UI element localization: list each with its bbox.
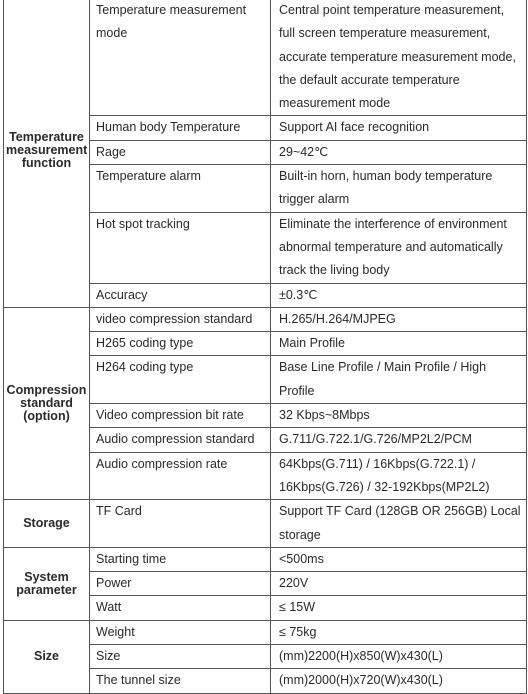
item-cell: The tunnel size <box>90 669 271 693</box>
item-cell: Size <box>90 645 271 669</box>
item-cell: TF Card <box>90 500 271 548</box>
item-cell: Video compression bit rate <box>90 404 271 428</box>
value-cell: Base Line Profile / Main Profile / High Profile <box>271 356 527 404</box>
value-cell: Main Profile <box>271 332 527 356</box>
value-cell: Central point temperature measurement, full screen temperature measurement, accurate temperature measurement mode, the default accurate temperature measurement mode <box>271 0 527 116</box>
value-cell: (mm)2200(H)x850(W)x430(L) <box>271 645 527 669</box>
item-cell: Accuracy <box>90 283 271 307</box>
value-cell: <500ms <box>271 547 527 571</box>
value-cell: Built-in horn, human body temperature trigger alarm <box>271 165 527 213</box>
item-cell: Temperature measurement mode <box>90 0 271 116</box>
category-cell: Compression standard (option) <box>4 307 90 499</box>
category-cell: Size <box>4 620 90 693</box>
table-row <box>4 307 527 331</box>
value-cell: 64Kbps(G.711) / 16Kbps(G.722.1) / 16Kbps(G.726) / 32-192Kbps(MP2L2) <box>271 452 527 500</box>
value-cell: H.265/H.264/MJPEG <box>271 307 527 331</box>
item-cell: Starting time <box>90 547 271 571</box>
category-cell: Storage <box>4 500 90 548</box>
value-cell: Eliminate the interference of environment abnormal temperature and automatically track the living body <box>271 212 527 283</box>
item-cell: Hot spot tracking <box>90 212 271 283</box>
item-cell: Watt <box>90 596 271 620</box>
value-cell: 29~42℃ <box>271 140 527 164</box>
item-cell: Temperature alarm <box>90 165 271 213</box>
value-cell: (mm)2000(H)x720(W)x430(L) <box>271 669 527 693</box>
value-cell: Support TF Card (128GB OR 256GB) Local storage <box>271 500 527 548</box>
item-cell: video compression standard <box>90 307 271 331</box>
table-row <box>4 620 527 644</box>
item-cell: Human body Temperature <box>90 116 271 140</box>
item-cell: Audio compression rate <box>90 452 271 500</box>
value-cell: G.711/G.722.1/G.726/MP2L2/PCM <box>271 428 527 452</box>
item-cell: Power <box>90 572 271 596</box>
table-row <box>4 547 527 571</box>
item-cell: H264 coding type <box>90 356 271 404</box>
value-cell: 32 Kbps~8Mbps <box>271 404 527 428</box>
item-cell: Audio compression standard <box>90 428 271 452</box>
value-cell: ≤ 75kg <box>271 620 527 644</box>
item-cell: H265 coding type <box>90 332 271 356</box>
category-cell: System parameter <box>4 547 90 620</box>
value-cell: 220V <box>271 572 527 596</box>
item-cell: Weight <box>90 620 271 644</box>
item-cell: Rage <box>90 140 271 164</box>
value-cell: Support AI face recognition <box>271 116 527 140</box>
category-cell: Temperature measurement function <box>4 0 90 307</box>
table-row <box>4 500 527 548</box>
value-cell: ±0.3℃ <box>271 283 527 307</box>
value-cell: ≤ 15W <box>271 596 527 620</box>
spec-table <box>3 0 527 694</box>
table-row <box>4 0 527 116</box>
